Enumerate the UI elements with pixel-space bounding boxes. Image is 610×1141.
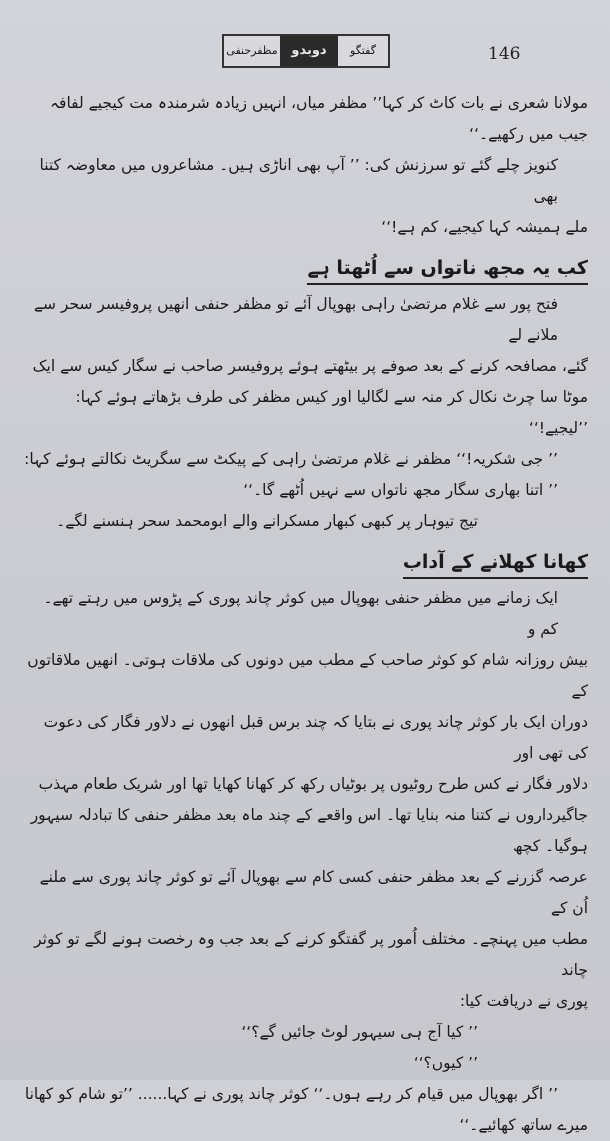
- text-line: تیج تیوہار پر کبھی کبھار مسکرانے والے ابومحمد سحر ہنسنے لگے۔: [56, 512, 478, 530]
- page-header: [0, 34, 610, 74]
- text-line: عرصہ گزرنے کے بعد مظفر حنفی کسی کام سے بھوپال آئے تو کوثر چاند پوری سے ملنے اُن کے: [39, 868, 588, 917]
- text-line: جیب میں رکھیے۔‘‘: [469, 125, 588, 143]
- text-line: فتح پور سے غلام مرتضیٰ راہی بھوپال آئے تو مظفر حنفی انھیں پروفیسر سحر سے ملانے لے: [33, 295, 558, 344]
- page-body: [22, 88, 588, 1141]
- text-line: بیش روزانہ شام کو کوثر صاحب کے مطب میں دونوں کی ملاقات ہوتی۔ انھیں ملاقاتوں کے: [27, 651, 588, 700]
- running-title-center: دوبدو: [280, 36, 338, 66]
- running-title-box: [222, 34, 390, 68]
- text-line: ملے ہمیشہ کہا کیجیے، کم ہے!‘‘: [381, 218, 588, 236]
- section-heading: کب یہ مجھ ناتواں سے اُٹھتا ہے: [307, 253, 588, 285]
- running-title-right: گفتگو: [350, 44, 376, 57]
- text-line: ’’ جی شکریہ!‘‘ مظفر نے غلام مرتضیٰ راہی کے پیکٹ سے سگریٹ نکالتے ہوئے کہا:: [24, 450, 558, 468]
- text-line: پوری نے دریافت کیا:: [459, 992, 588, 1010]
- text-line: گئے، مصافحہ کرنے کے بعد صوفے پر بیٹھتے ہوئے پروفیسر صاحب نے سگار کیس سے ایک: [32, 357, 588, 375]
- text-line: ’’ اتنا بھاری سگار مجھ ناتواں سے نہیں اُٹھے گا۔‘‘: [243, 481, 558, 499]
- text-line: دلاور فگار نے کس طرح روٹیوں پر بوٹیاں رکھ کر کھانا کھایا تھا اور شریک طعام مہذب: [38, 775, 588, 793]
- text-line: مولانا شعری نے بات کاٹ کر کہا’’ مظفر میاں، انہیں زیادہ شرمندہ مت کیجیے لفافہ: [49, 94, 588, 112]
- text-line: ’’ کیوں؟‘‘: [413, 1054, 478, 1072]
- text-line: ایک زمانے میں مظفر حنفی بھوپال میں کوثر چاند پوری کے پڑوس میں رہتے تھے۔ کم و: [43, 589, 558, 638]
- text-line: مطب میں پہنچے۔ مختلف اُمور پر گفتگو کرنے کے بعد جب وہ رخصت ہونے لگے تو کوثر چاند: [34, 930, 588, 979]
- text-line: کنویز چلے گئے تو سرزنش کی: ’’ آپ بھی اناڑی ہیں۔ مشاعروں میں معاوضہ کتنا بھی: [39, 156, 558, 205]
- page-number: 146: [488, 44, 521, 64]
- text-line: دوران ایک بار کوثر چاند پوری نے بتایا کہ چند برس قبل انھوں نے دلاور فگار کی دعوت کی تھی اور: [43, 713, 588, 762]
- text-line: موٹا سا چرٹ نکال کر منہ سے لگالیا اور کیس مظفر کی طرف بڑھاتے ہوئے کہا: ’’لیجیے!‘‘: [75, 388, 588, 437]
- section-heading: کھانا کھلانے کے آداب: [403, 547, 588, 579]
- text-line: جاگیرداروں نے کتنا منہ بنایا تھا۔ اس واقعے کے چند ماہ بعد مظفر حنفی کا تبادلہ سیہور ہوگیا۔ کچھ: [30, 806, 588, 855]
- running-title-left: مظفرحنفی: [226, 44, 278, 57]
- text-line: ’’ اگر بھوپال میں قیام کر رہے ہوں۔‘‘ کوثر چاند پوری نے کہا...... ’’تو شام کو کھانا: [24, 1085, 558, 1103]
- text-line: ’’ کیا آج ہی سیہور لوٹ جائیں گے؟‘‘: [241, 1023, 478, 1041]
- text-line: میرے ساتھ کھائیے۔‘‘: [459, 1116, 588, 1134]
